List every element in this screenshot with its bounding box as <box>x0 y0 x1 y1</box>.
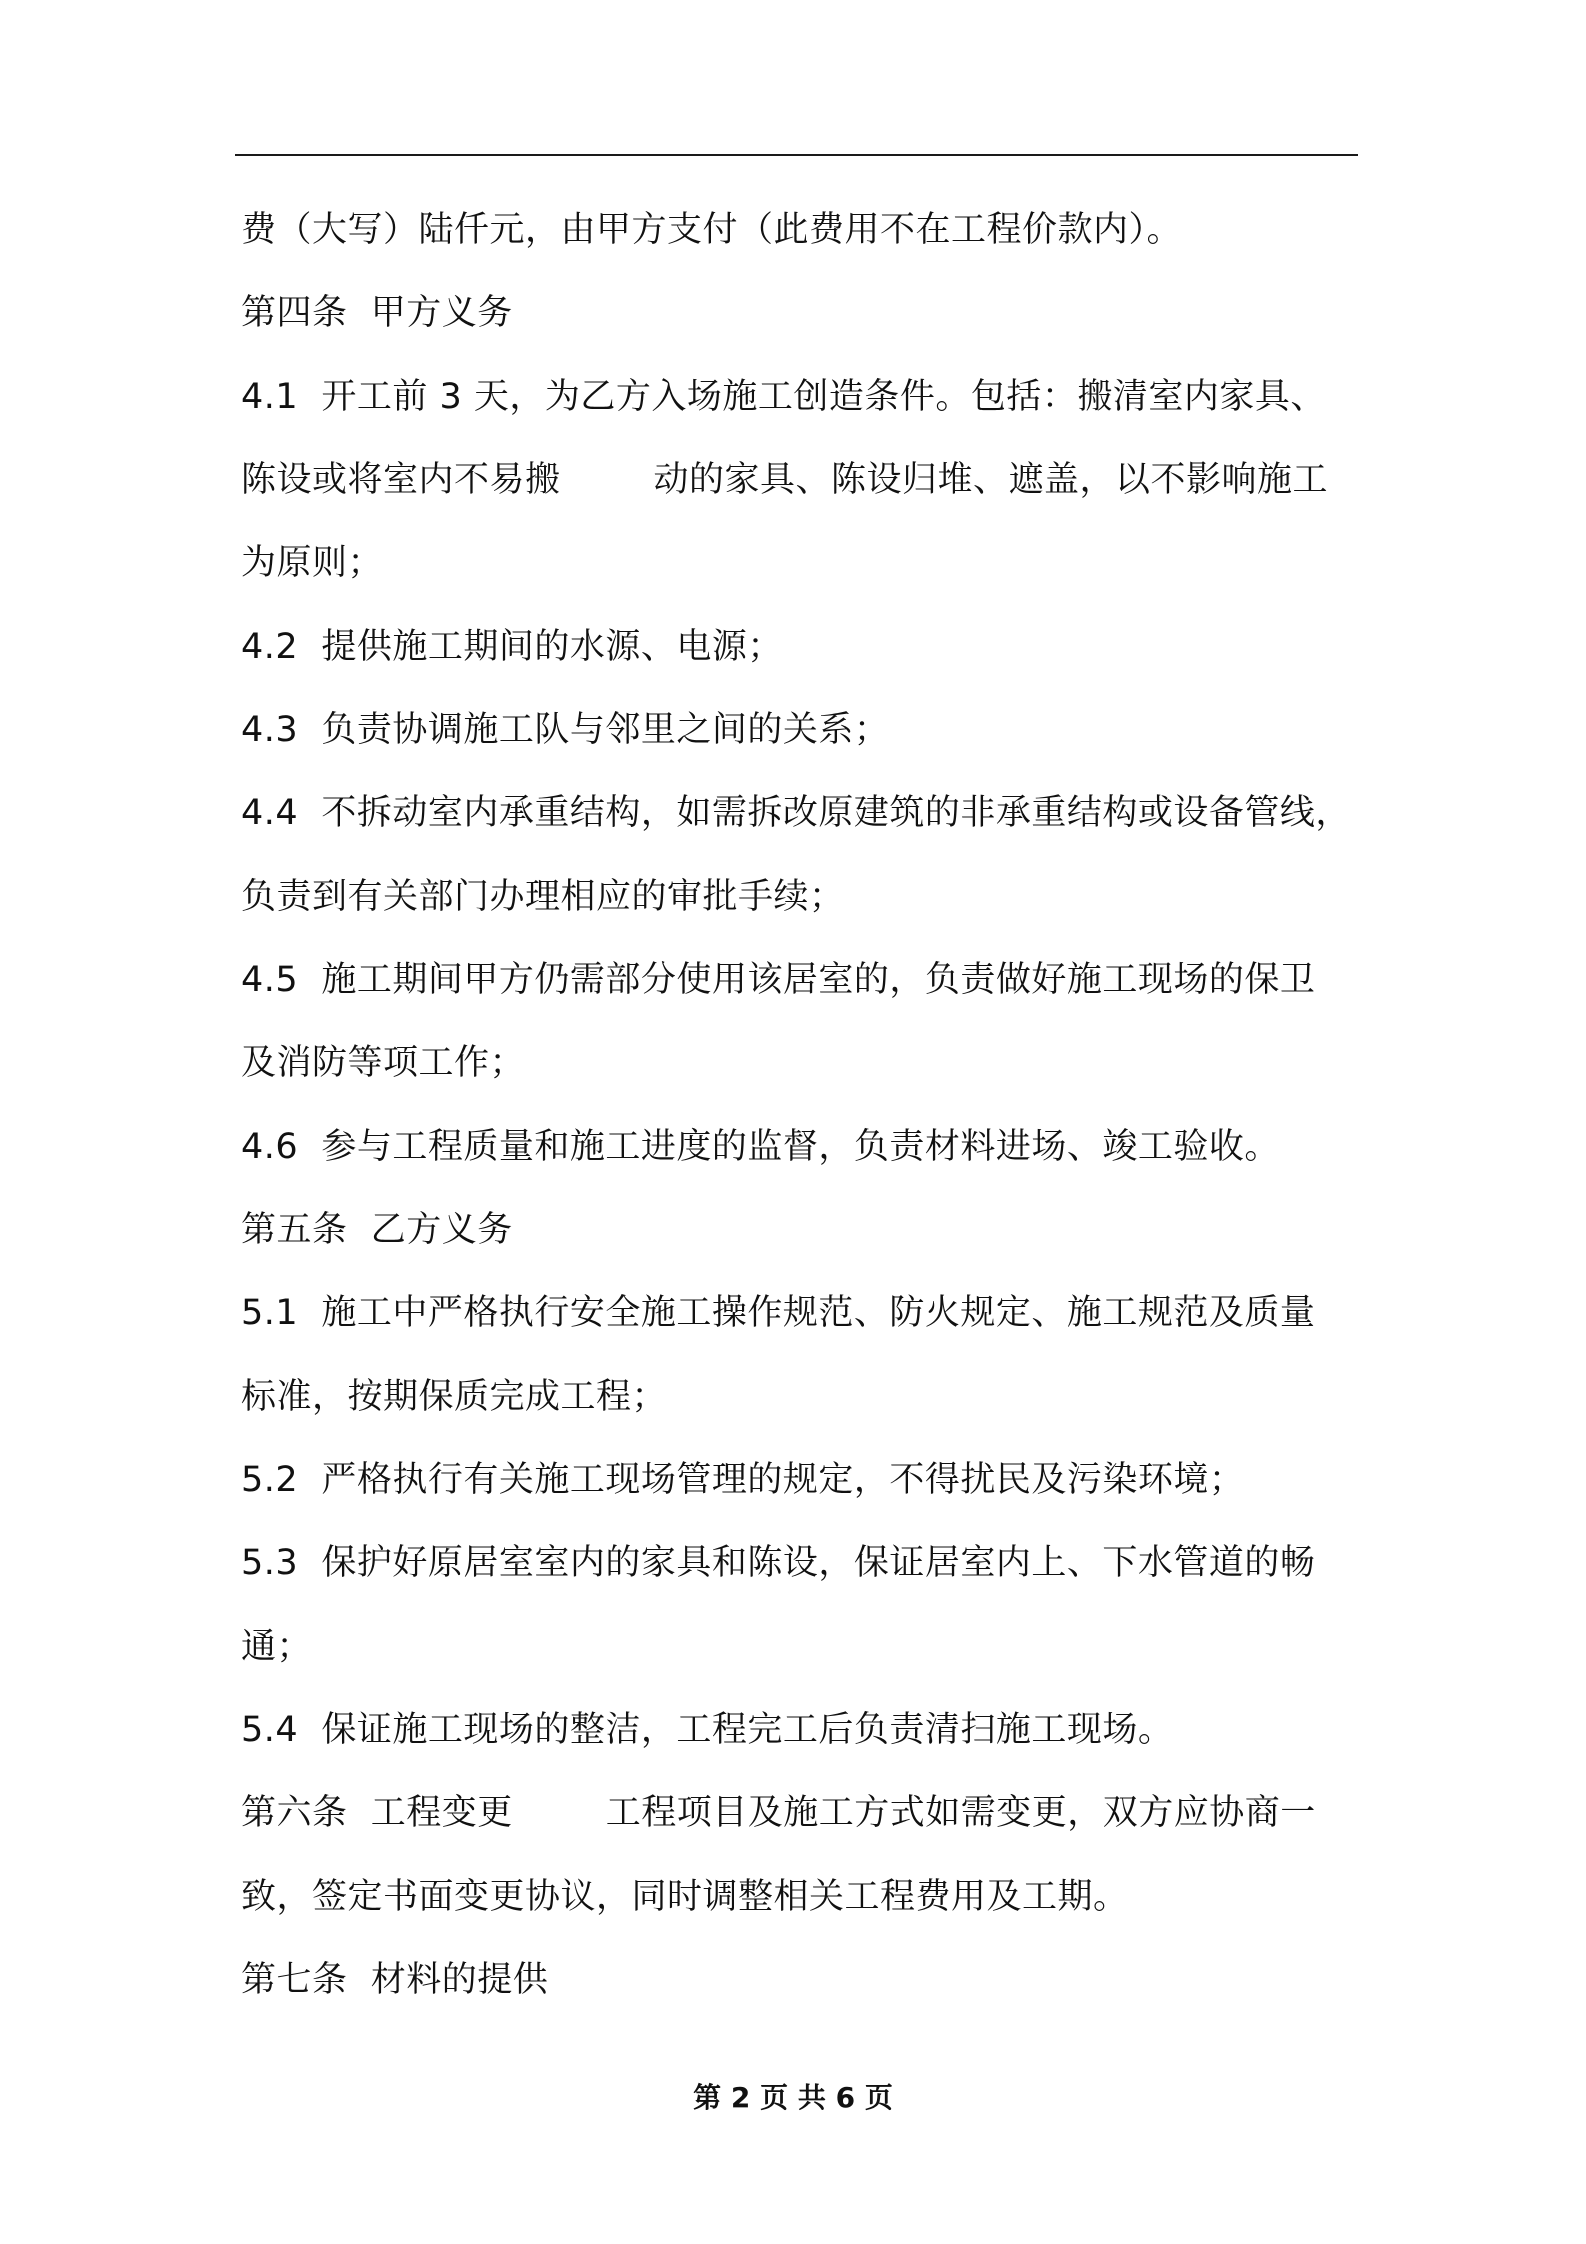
text-line: 负责到有关部门办理相应的审批手续； <box>241 877 845 917</box>
text-line: 4.2 提供施工期间的水源、电源； <box>241 627 783 667</box>
text-line: 标准，按期保质完成工程； <box>241 1377 668 1417</box>
text-line: 致，签定书面变更协议，同时调整相关工程费用及工期。 <box>241 1877 1129 1917</box>
text-line: 4.6 参与工程质量和施工进度的监督，负责材料进场、竣工验收。 <box>241 1127 1280 1167</box>
text-line: 4.3 负责协调施工队与邻里之间的关系； <box>241 710 890 750</box>
text-line: 5.2 严格执行有关施工现场管理的规定，不得扰民及污染环境； <box>241 1460 1245 1500</box>
section-heading: 第五条 乙方义务 <box>241 1210 513 1250</box>
section-heading: 第六条 工程变更 工程项目及施工方式如需变更，双方应协商一 <box>241 1793 1316 1833</box>
text-line: 4.4 不拆动室内承重结构，如需拆改原建筑的非承重结构或设备管线， <box>241 793 1351 833</box>
section-heading: 第四条 甲方义务 <box>241 293 513 333</box>
text-line: 5.4 保证施工现场的整洁，工程完工后负责清扫施工现场。 <box>241 1710 1174 1750</box>
section-heading: 第七条 材料的提供 <box>241 1960 549 2000</box>
text-line: 费（大写）陆仟元，由甲方支付（此费用不在工程价款内）。 <box>241 210 1183 250</box>
page-number: 第 2 页 共 6 页 <box>693 2081 893 2114</box>
text-line: 及消防等项工作； <box>241 1043 526 1083</box>
text-line: 为原则； <box>241 543 384 583</box>
text-line: 陈设或将室内不易搬 动的家具、陈设归堆、遮盖，以不影响施工 <box>241 460 1329 500</box>
text-line: 4.1 开工前 3 天，为乙方入场施工创造条件。包括：搬清室内家具、 <box>241 377 1326 417</box>
header-rule <box>235 154 1358 156</box>
text-line: 5.3 保护好原居室室内的家具和陈设，保证居室内上、下水管道的畅 <box>241 1543 1316 1583</box>
text-line: 5.1 施工中严格执行安全施工操作规范、防火规定、施工规范及质量 <box>241 1293 1316 1333</box>
text-line: 4.5 施工期间甲方仍需部分使用该居室的，负责做好施工现场的保卫 <box>241 960 1316 1000</box>
text-line: 通； <box>241 1627 313 1667</box>
